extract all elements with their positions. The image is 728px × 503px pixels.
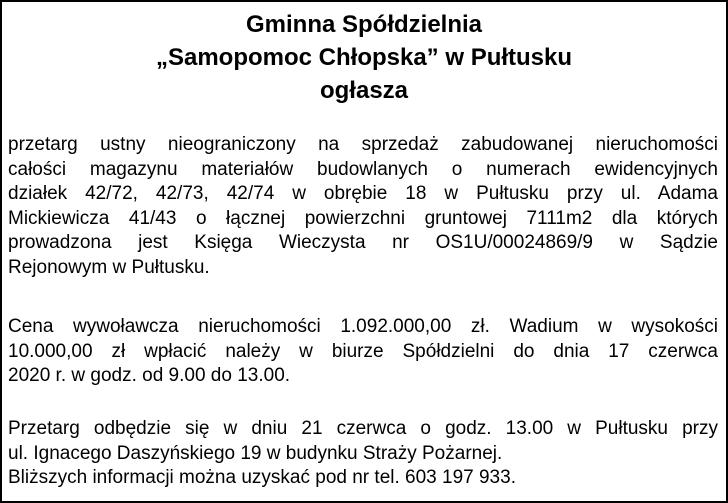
organization-subtitle: „Samopomoc Chłopska” w Pułtusku (155, 44, 573, 71)
paragraph-line: Przetarg odbędzie się w dniu 21 czerwca o godz. 13.00 w Pułtusku przy (8, 418, 718, 439)
paragraph-line: ul. Ignacego Daszyńskiego 19 w budynku Straży Pożarnej. (8, 442, 503, 464)
price-and-deposit-paragraph (8, 315, 718, 389)
paragraph-line: 2020 r. w godz. od 9.00 do 13.00. (8, 365, 291, 386)
auction-details-paragraph (8, 417, 718, 491)
paragraph-line: 10.000,00 zł wpłacić należy w biurze Spółdzielni do dnia 17 czerwca (8, 340, 718, 362)
announcement-heading: ogłasza (319, 77, 409, 104)
paragraph-line: działek 42/72, 42/73, 42/74 w obrębie 18 w Pułtusku przy ul. Adama (8, 183, 718, 204)
tender-description-paragraph (8, 133, 718, 280)
paragraph-line: Rejonowym w Pułtusku. (8, 256, 210, 278)
paragraph-line: przetarg ustny nieograniczony na sprzedaż zabudowanej nieruchomości (8, 134, 718, 155)
organization-name: Gminna Spółdzielnia (245, 11, 483, 38)
contact-phone-line: Bliższych informacji można uzyskać pod nr tel. 603 197 933. (8, 467, 516, 488)
notice-header (0, 8, 728, 107)
paragraph-line: Cena wywoławcza nieruchomości 1.092.000,00 zł. Wadium w wysokości (8, 316, 718, 337)
paragraph-line: Mickiewicza 41/43 o łącznej powierzchni gruntowej 7111m2 dla których (8, 207, 718, 229)
paragraph-line: całości magazynu materiałów budowlanych o numerach ewidencyjnych (8, 158, 718, 180)
paragraph-line: prowadzona jest Księga Wieczysta nr OS1U/00024869/9 w Sądzie (8, 232, 718, 253)
